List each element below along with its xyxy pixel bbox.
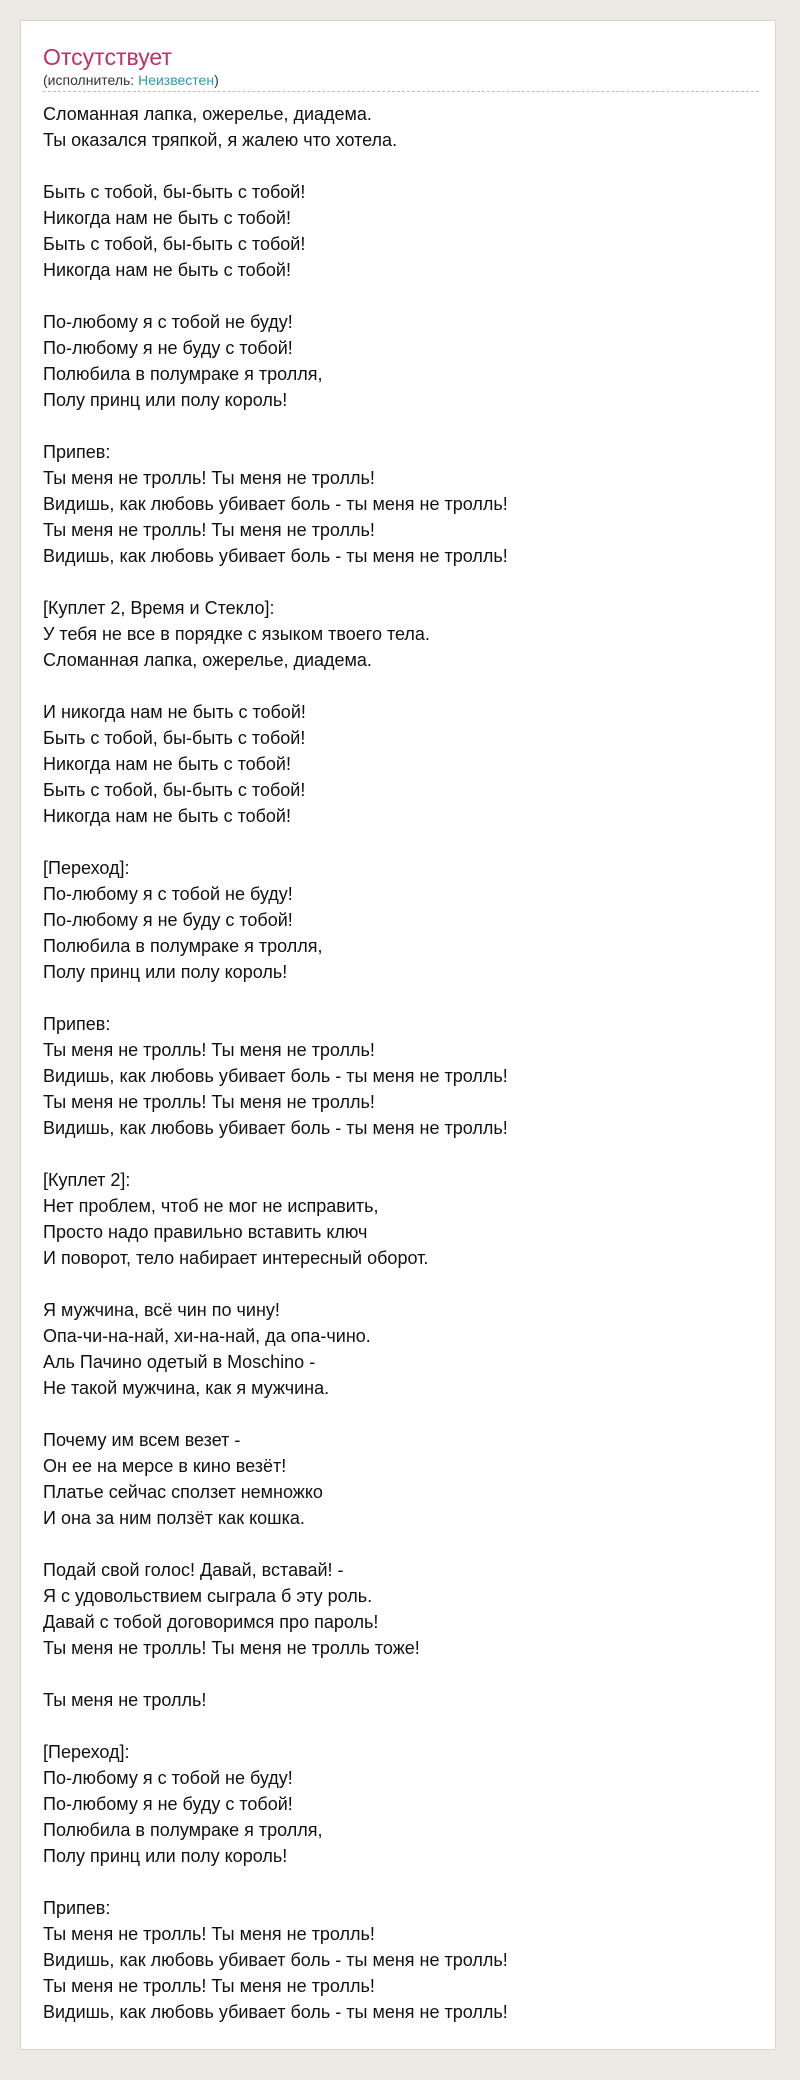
lyric-blank-line [43, 985, 759, 1011]
lyric-blank-line [43, 153, 759, 179]
lyric-line: Припев: [43, 442, 111, 462]
lyric-line: По-любому я не буду с тобой! [43, 338, 293, 358]
lyric-blank-line [43, 413, 759, 439]
lyric-line: Никогда нам не быть с тобой! [43, 754, 291, 774]
lyric-line: Почему им всем везет - [43, 1430, 241, 1450]
lyric-line: И она за ним ползёт как кошка. [43, 1508, 305, 1528]
lyric-line: Ты меня не тролль! Ты меня не тролль! [43, 1092, 375, 1112]
lyric-line: Видишь, как любовь убивает боль - ты меня не тролль! [43, 2002, 508, 2022]
lyric-blank-line [43, 829, 759, 855]
lyric-line: Ты меня не тролль! Ты меня не тролль! [43, 1976, 375, 1996]
lyric-line: Ты меня не тролль! Ты меня не тролль! [43, 1924, 375, 1944]
lyric-blank-line [43, 1869, 759, 1895]
lyric-line: Платье сейчас сползет немножко [43, 1482, 323, 1502]
lyric-line: Полу принц или полу король! [43, 962, 288, 982]
lyric-line: Сломанная лапка, ожерелье, диадема. [43, 650, 372, 670]
lyric-line: Видишь, как любовь убивает боль - ты меня не тролль! [43, 546, 508, 566]
lyric-line: [Переход]: [43, 858, 130, 878]
lyric-line: По-любому я не буду с тобой! [43, 1794, 293, 1814]
lyric-blank-line [43, 1271, 759, 1297]
lyric-line: Полу принц или полу король! [43, 390, 288, 410]
lyric-line: Никогда нам не быть с тобой! [43, 260, 291, 280]
lyric-line: Ты меня не тролль! [43, 1690, 207, 1710]
lyric-line: По-любому я с тобой не буду! [43, 1768, 293, 1788]
lyric-line: Ты меня не тролль! Ты меня не тролль тоже! [43, 1638, 420, 1658]
lyric-line: Ты меня не тролль! Ты меня не тролль! [43, 1040, 375, 1060]
lyric-line: Видишь, как любовь убивает боль - ты меня не тролль! [43, 1118, 508, 1138]
artist-suffix: ) [214, 72, 219, 88]
lyric-line: Ты меня не тролль! Ты меня не тролль! [43, 520, 375, 540]
lyric-blank-line [43, 673, 759, 699]
lyric-line: И никогда нам не быть с тобой! [43, 702, 306, 722]
artist-prefix: (исполнитель: [43, 72, 139, 88]
lyric-line: Никогда нам не быть с тобой! [43, 208, 291, 228]
lyric-line: Просто надо правильно вставить ключ [43, 1222, 368, 1242]
lyric-line: Аль Пачино одетый в Moschino - [43, 1352, 316, 1372]
lyric-blank-line [43, 1713, 759, 1739]
lyric-line: Нет проблем, чтоб не мог не исправить, [43, 1196, 379, 1216]
lyric-line: Ты меня не тролль! Ты меня не тролль! [43, 468, 375, 488]
lyric-line: Видишь, как любовь убивает боль - ты меня не тролль! [43, 1950, 508, 1970]
lyric-blank-line [43, 283, 759, 309]
song-title: Отсутствует [43, 44, 172, 70]
lyric-line: Давай с тобой договоримся про пароль! [43, 1612, 379, 1632]
lyric-line: [Куплет 2]: [43, 1170, 131, 1190]
lyric-line: По-любому я с тобой не буду! [43, 884, 293, 904]
artist-link[interactable]: Неизвестен [138, 72, 215, 88]
lyric-line: Я с удовольствием сыграла б эту роль. [43, 1586, 373, 1606]
lyric-line: Полюбила в полумраке я тролля, [43, 936, 323, 956]
lyrics-text [43, 101, 759, 2025]
lyric-blank-line [43, 1401, 759, 1427]
lyric-line: Опа-чи-на-най, хи-на-най, да опа-чино. [43, 1326, 371, 1346]
lyric-line: Припев: [43, 1014, 111, 1034]
lyrics-card [20, 20, 776, 2050]
lyric-blank-line [43, 1531, 759, 1557]
lyric-line: Видишь, как любовь убивает боль - ты меня не тролль! [43, 494, 508, 514]
lyric-line: Подай свой голос! Давай, вставай! - [43, 1560, 344, 1580]
lyric-blank-line [43, 569, 759, 595]
lyric-line: [Куплет 2, Время и Стекло]: [43, 598, 275, 618]
lyric-line: Никогда нам не быть с тобой! [43, 806, 291, 826]
lyric-line: По-любому я не буду с тобой! [43, 910, 293, 930]
artist-line [43, 71, 759, 92]
lyric-line: Быть с тобой, бы-быть с тобой! [43, 182, 306, 202]
lyric-line: Он ее на мерсе в кино везёт! [43, 1456, 287, 1476]
lyric-line: У тебя не все в порядке с языком твоего тела. [43, 624, 430, 644]
lyric-line: Я мужчина, всё чин по чину! [43, 1300, 280, 1320]
lyric-line: Полу принц или полу король! [43, 1846, 288, 1866]
lyric-line: Ты оказался тряпкой, я жалею что хотела. [43, 130, 398, 150]
lyric-blank-line [43, 1141, 759, 1167]
lyric-blank-line [43, 1661, 759, 1687]
lyric-line: Быть с тобой, бы-быть с тобой! [43, 728, 306, 748]
lyric-line: Полюбила в полумраке я тролля, [43, 1820, 323, 1840]
lyric-line: Быть с тобой, бы-быть с тобой! [43, 234, 306, 254]
lyric-line: [Переход]: [43, 1742, 130, 1762]
lyric-line: Припев: [43, 1898, 111, 1918]
lyric-line: По-любому я с тобой не буду! [43, 312, 293, 332]
lyric-line: Не такой мужчина, как я мужчина. [43, 1378, 330, 1398]
lyric-line: Полюбила в полумраке я тролля, [43, 364, 323, 384]
lyric-line: И поворот, тело набирает интересный оборот. [43, 1248, 429, 1268]
lyric-line: Видишь, как любовь убивает боль - ты меня не тролль! [43, 1066, 508, 1086]
lyric-line: Сломанная лапка, ожерелье, диадема. [43, 104, 372, 124]
lyrics-content [43, 43, 759, 2025]
lyric-line: Быть с тобой, бы-быть с тобой! [43, 780, 306, 800]
